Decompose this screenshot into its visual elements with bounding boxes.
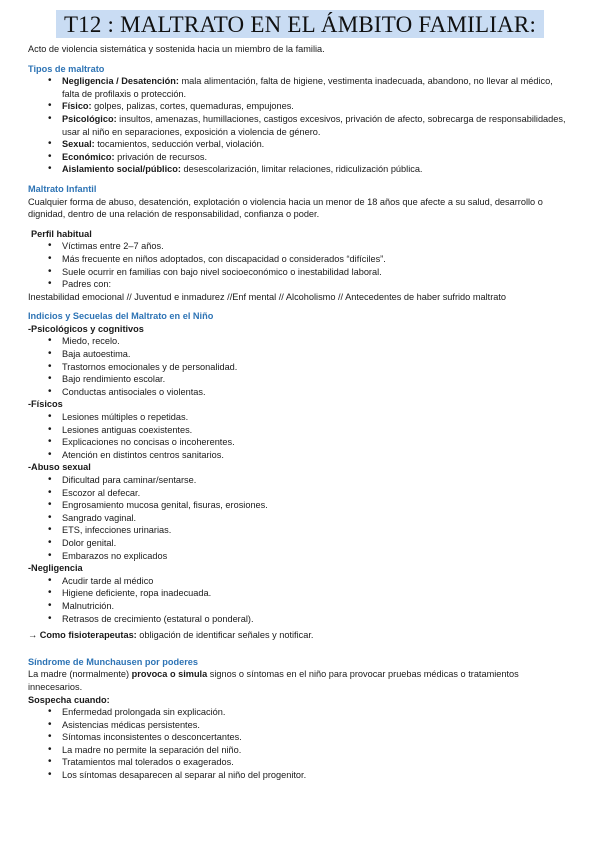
list-item: • Engrosamiento mucosa genital, fisuras, erosiones. (28, 499, 572, 512)
list-item: • Retrasos de crecimiento (estatural o ponderal). (28, 613, 572, 626)
fisio-text: obligación de identificar señales y notificar. (136, 630, 314, 641)
list-item: • Los síntomas desaparecen al separar al niño del progenitor. (28, 769, 572, 782)
perfil-heading: Perfil habitual (31, 228, 92, 239)
munchausen-text-b: signos o síntomas en el niño para provocar pruebas médicas o tratamientos innecesarios. (28, 669, 519, 692)
item-label: Físico: (62, 101, 92, 112)
list-item: • Baja autoestima. (28, 348, 572, 361)
list-item: • Asistencias médicas persistentes. (28, 719, 572, 732)
list-item: • Embarazos no explicados (28, 550, 572, 563)
infantil-text: Cualquier forma de abuso, desatención, explotación o violencia hacia un menor de 18 años que afecte a su salud, desarrollo o dignidad, dentro de una relación de responsabilidad, confianza o poder. (28, 196, 543, 220)
list-item (28, 100, 572, 113)
tipos-list (28, 75, 572, 176)
list-item: • La madre no permite la separación del niño. (28, 744, 572, 757)
list-item: • Malnutrición. (28, 600, 572, 613)
list-item: • Miedo, recelo. (28, 335, 572, 348)
sospecha-list (28, 706, 572, 782)
list-item: • Dificultad para caminar/sentarse. (28, 474, 572, 487)
munchausen-text-a: La madre (normalmente) (28, 669, 132, 680)
tipos-heading: Tipos de maltrato (28, 63, 105, 74)
fisicos-list (28, 411, 572, 461)
item-text: privación de recursos. (114, 151, 208, 162)
item-label: Aislamiento social/público: (62, 164, 181, 175)
list-item: • ETS, infecciones urinarias. (28, 524, 572, 537)
munchausen-text-bold: provoca o simula (131, 669, 208, 680)
list-item: • Explicaciones no concisas o incoherentes. (28, 436, 572, 449)
list-item (28, 75, 572, 100)
list-item: • Higiene deficiente, ropa inadecuada. (28, 587, 572, 600)
list-item: • Lesiones antiguas coexistentes. (28, 424, 572, 437)
list-item: • Padres con: (28, 278, 572, 291)
item-text: mala alimentación, falta de higiene, vestimenta inadecuada, abandono, no llevar al médico, falta de profilaxis o protección. (62, 76, 553, 99)
abuso-list (28, 474, 572, 562)
list-item (28, 138, 572, 151)
group-label: -Negligencia (28, 563, 83, 574)
list-item: • Más frecuente en niños adoptados, con discapacidad o considerados “difíciles”. (28, 253, 572, 266)
list-item: • Tratamientos mal tolerados o exagerados. (28, 756, 572, 769)
list-item: • Bajo rendimiento escolar. (28, 373, 572, 386)
list-item (28, 151, 572, 164)
item-label: Económico: (62, 151, 115, 162)
group-label: -Abuso sexual (28, 462, 91, 473)
munchausen-text (28, 668, 572, 693)
list-item (28, 113, 572, 138)
psicologicos-list (28, 335, 572, 398)
list-item: • Dolor genital. (28, 537, 572, 550)
padres-text: Inestabilidad emocional // Juventud e inmadurez //Enf mental // Alcoholismo // Antecedentes de haber sufrido maltrato (28, 291, 507, 302)
item-text: tocamientos, seducción verbal, violación. (94, 139, 265, 150)
item-text: golpes, palizas, cortes, quemaduras, empujones. (91, 101, 294, 112)
list-item: • Suele ocurrir en familias con bajo nivel socioeconómico o inestabilidad laboral. (28, 266, 572, 279)
item-label: Psicológico: (62, 113, 117, 124)
list-item: • Trastornos emocionales y de personalidad. (28, 361, 572, 374)
list-item: • Acudir tarde al médico (28, 575, 572, 588)
item-label: Sexual: (62, 139, 95, 150)
item-label: Negligencia / Desatención: (62, 76, 179, 87)
negligencia-list (28, 575, 572, 625)
fisio-note (28, 629, 572, 642)
list-item: • Conductas antisociales o violentas. (28, 386, 572, 399)
perfil-list (28, 240, 572, 290)
page-title: T12 : MALTRATO EN EL ÁMBITO FAMILIAR: (56, 10, 544, 38)
list-item: • Enfermedad prolongada sin explicación. (28, 706, 572, 719)
group-label: -Psicológicos y cognitivos (28, 323, 144, 334)
item-text: desescolarización, limitar relaciones, ridiculización pública. (180, 164, 423, 175)
list-item: • Sangrado vaginal. (28, 512, 572, 525)
group-label: -Físicos (28, 399, 63, 410)
fisio-label: Como fisioterapeutas: (39, 630, 137, 641)
arrow-icon: → (28, 630, 40, 641)
list-item: • Víctimas entre 2–7 años. (28, 240, 572, 253)
list-item: • Síntomas inconsistentes o desconcertantes. (28, 731, 572, 744)
item-text: insultos, amenazas, humillaciones, castigos excesivos, privación de afecto, sobrecarga de responsabilidades, usar al niño en separaciones, exposición a violencia de género. (62, 113, 566, 137)
indicios-heading: Indicios y Secuelas del Maltrato en el Niño (28, 311, 214, 322)
intro-text: Acto de violencia sistemática y sostenida hacia un miembro de la familia. (28, 44, 325, 54)
title-wrap (28, 10, 572, 38)
list-item: • Escozor al defecar. (28, 487, 572, 500)
list-item: • Lesiones múltiples o repetidas. (28, 411, 572, 424)
sospecha-label: Sospecha cuando: (28, 694, 110, 705)
infantil-heading: Maltrato Infantil (28, 183, 97, 194)
list-item (28, 163, 572, 176)
list-item: • Atención en distintos centros sanitarios. (28, 449, 572, 462)
munchausen-heading: Síndrome de Munchausen por poderes (28, 656, 198, 667)
